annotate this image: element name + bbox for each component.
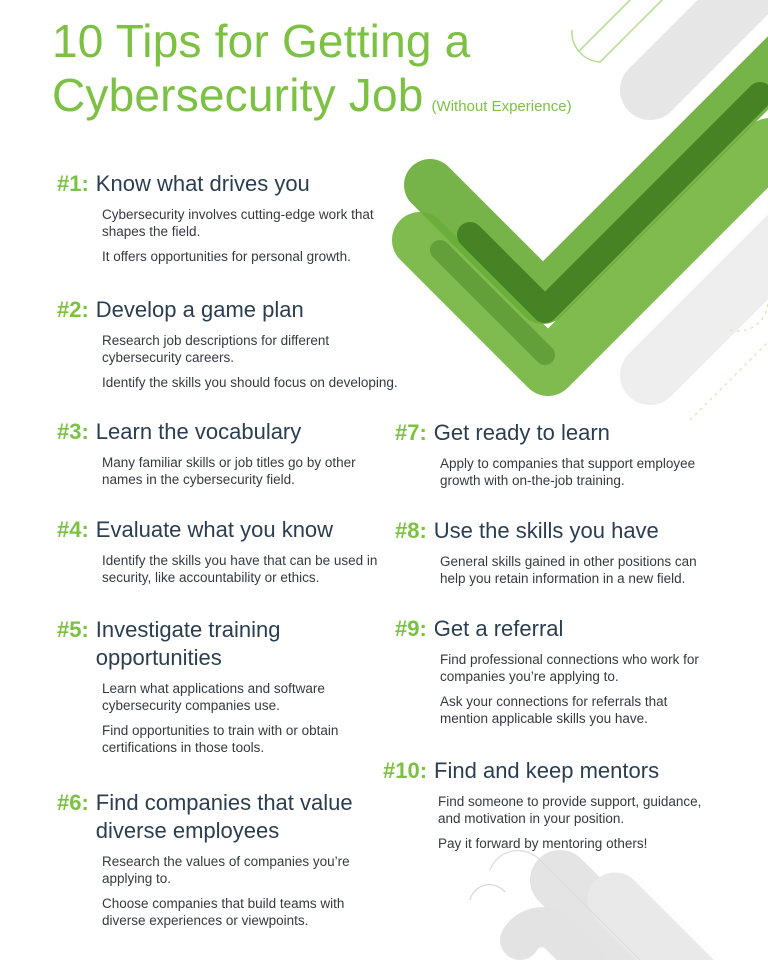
tip-5 (57, 616, 397, 756)
tip-9 (395, 615, 735, 727)
tip-number: #8: (395, 518, 427, 543)
tip-number: #2: (57, 297, 89, 322)
tip-heading (395, 517, 735, 545)
tip-paragraph: Identify the skills you have that can be used in security, like accountability or ethics. (102, 553, 378, 585)
tip-paragraph: Find professional connections who work for companies you’re applying to. (440, 652, 699, 684)
tip-paragraph: Find someone to provide support, guidance, and motivation in your position. (438, 794, 702, 826)
tip-paragraph: Pay it forward by mentoring others! (438, 836, 648, 851)
tip-heading (57, 789, 397, 845)
tip-number: #3: (57, 419, 89, 444)
tip-3 (57, 418, 397, 488)
tip-number: #1: (57, 171, 89, 196)
tip-heading (57, 516, 397, 544)
tip-title: Find and keep mentors (434, 758, 660, 783)
title-line-1: 10 Tips for Getting a (52, 15, 471, 67)
tip-title: Get ready to learn (433, 420, 610, 445)
title-subtitle: (Without Experience) (431, 98, 572, 115)
tip-title: Get a referral (433, 616, 564, 641)
tip-heading (383, 757, 723, 785)
tip-number: #10: (383, 758, 428, 783)
tip-6 (57, 789, 397, 929)
tip-8 (395, 517, 735, 587)
title-line-2: Cybersecurity Job (52, 69, 424, 121)
tip-title: Find companies that value diverse employees (95, 790, 353, 843)
tip-heading (395, 419, 735, 447)
tip-paragraph: Many familiar skills or job titles go by other names in the cybersecurity field. (102, 455, 356, 487)
tip-10 (383, 757, 723, 852)
tip-paragraph: Identify the skills you should focus on developing. (102, 375, 398, 390)
tip-heading (57, 170, 397, 198)
tip-4 (57, 516, 397, 586)
tip-2 (57, 296, 397, 391)
tip-paragraph: Ask your connections for referrals that mention applicable skills you have. (440, 694, 668, 726)
tip-number: #6: (57, 790, 89, 815)
tip-title: Learn the vocabulary (95, 419, 302, 444)
tip-number: #4: (57, 517, 89, 542)
tip-number: #9: (395, 616, 427, 641)
tip-heading (57, 418, 397, 446)
tip-title: Know what drives you (95, 171, 310, 196)
tip-paragraph: It offers opportunities for personal growth. (102, 249, 351, 264)
tip-paragraph: Research the values of companies you’re applying to. (102, 854, 350, 886)
tip-title: Use the skills you have (433, 518, 659, 543)
tip-paragraph: Learn what applications and software cybersecurity companies use. (102, 681, 325, 713)
page-title (52, 14, 572, 134)
tip-paragraph: General skills gained in other positions can help you retain information in a new field. (440, 554, 697, 586)
tip-title: Develop a game plan (95, 297, 304, 322)
tip-heading (57, 296, 397, 324)
tip-paragraph: Research job descriptions for different cybersecurity careers. (102, 333, 330, 365)
tip-heading (57, 616, 397, 672)
tip-number: #7: (395, 420, 427, 445)
tip-number: #5: (57, 617, 89, 642)
tip-title: Evaluate what you know (95, 517, 334, 542)
tip-1 (57, 170, 397, 265)
tip-paragraph: Apply to companies that support employee growth with on-the-job training. (440, 456, 696, 488)
tip-title: Investigate training opportunities (95, 617, 281, 670)
tip-paragraph: Choose companies that build teams with diverse experiences or viewpoints. (102, 896, 345, 928)
tip-7 (395, 419, 735, 489)
tip-paragraph: Cybersecurity involves cutting-edge work that shapes the field. (102, 207, 374, 239)
tip-heading (395, 615, 735, 643)
tip-paragraph: Find opportunities to train with or obtain certifications in those tools. (102, 723, 339, 755)
